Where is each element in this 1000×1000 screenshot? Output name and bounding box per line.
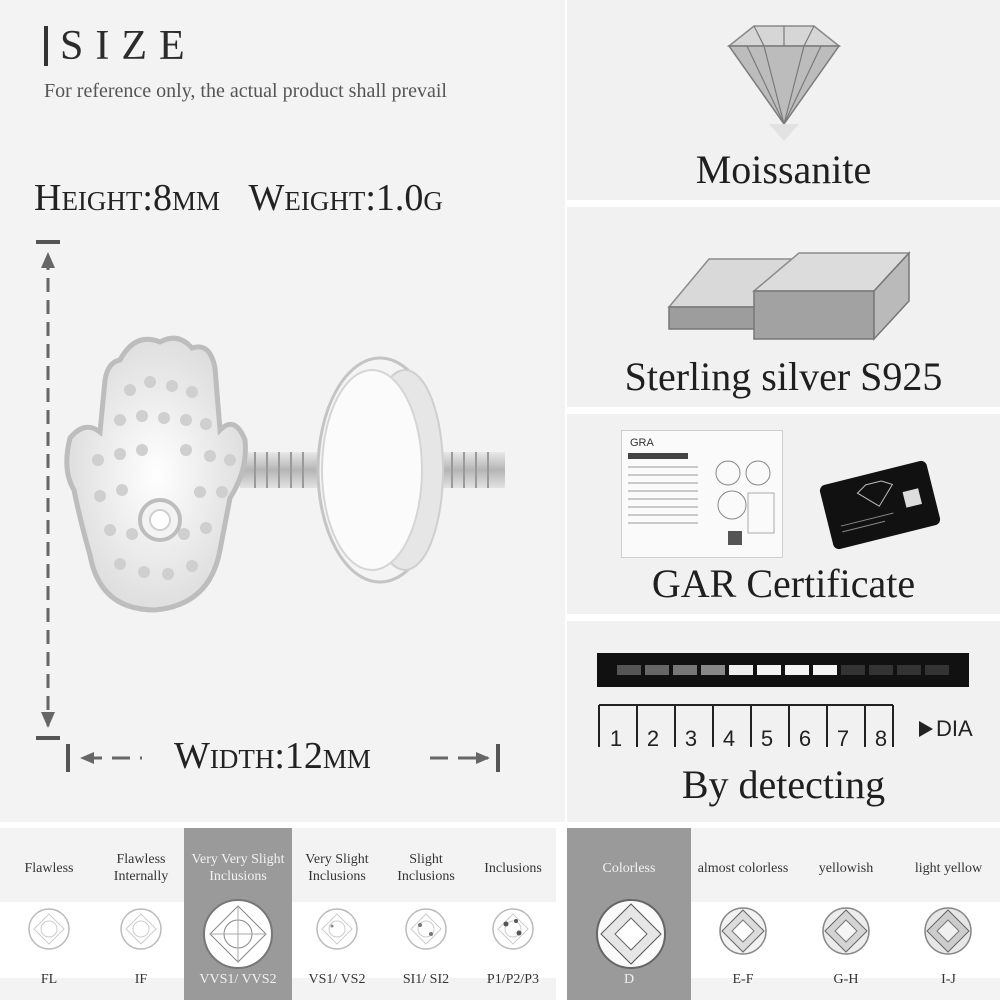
- silver-bars-icon: [659, 229, 919, 349]
- certificate-card: [819, 460, 942, 551]
- color-code: I-J: [941, 972, 956, 987]
- width-readout: [174, 734, 371, 778]
- certificate-panel: [567, 414, 1000, 614]
- color-gem-icon: [718, 906, 768, 956]
- color-cell-d: [567, 828, 691, 1000]
- height-label: Height:: [34, 177, 153, 219]
- clarity-code: SI1/ SI2: [402, 972, 450, 987]
- scale-number: 4: [722, 726, 736, 751]
- weight-value: 1.0g: [375, 177, 443, 219]
- certificate-document: [621, 430, 783, 558]
- detecting-label: By detecting: [681, 762, 886, 807]
- clarity-gem-icon: [202, 898, 274, 970]
- width-value: 12mm: [284, 735, 371, 777]
- certificate-table-icon: [628, 453, 778, 553]
- diamond-icon: [709, 16, 859, 146]
- clarity-name: Inclusions: [484, 860, 542, 876]
- color-code: E-F: [732, 972, 754, 987]
- color-code: D: [623, 972, 635, 987]
- color-grade-strip: [567, 828, 1000, 1000]
- size-disclaimer: For reference only, the actual product shall prevail: [44, 80, 447, 102]
- color-gem-icon: [923, 906, 973, 956]
- certificate-label: GAR Certificate: [651, 561, 916, 606]
- clarity-gem-icon: [314, 906, 360, 952]
- color-gem-icon: [595, 898, 667, 970]
- clarity-code: VS1/ VS2: [308, 972, 366, 987]
- clarity-name: Slight Inclusions: [397, 852, 455, 884]
- color-cell-ef: [691, 828, 795, 1000]
- clarity-gem-icon: [118, 906, 164, 952]
- clarity-gem-icon: [26, 906, 72, 952]
- clarity-code: IF: [134, 972, 148, 987]
- clarity-cell-vs: [292, 828, 382, 1000]
- card-diamond-icon: [826, 467, 934, 543]
- width-label: Width:: [174, 735, 285, 777]
- title-accent-bar: [44, 26, 48, 66]
- tester-display: [597, 653, 969, 687]
- color-cell-gh: [795, 828, 897, 1000]
- clarity-name: Flawless: [24, 860, 74, 876]
- clarity-cell-if: [98, 828, 184, 1000]
- moissanite-panel: [567, 0, 1000, 200]
- color-code: G-H: [833, 972, 859, 987]
- clarity-code: VVS1/ VVS2: [199, 972, 277, 987]
- earring-image: [60, 320, 540, 620]
- dimension-readout: [34, 176, 443, 220]
- clarity-cell-si: [382, 828, 470, 1000]
- silver-panel: [567, 207, 1000, 407]
- scale-number: 7: [836, 726, 850, 751]
- dia-label: DIA: [936, 716, 973, 741]
- scale-number: 1: [609, 726, 623, 751]
- height-value: 8mm: [152, 177, 220, 219]
- color-name: yellowish: [818, 860, 874, 876]
- silver-label: Sterling silver S925: [624, 354, 943, 399]
- clarity-gem-icon: [403, 906, 449, 952]
- clarity-cell-fl: [0, 828, 98, 1000]
- scale-number: 3: [684, 726, 698, 751]
- clarity-code: P1/P2/P3: [486, 972, 540, 987]
- clarity-grade-strip: [0, 828, 556, 1000]
- clarity-code: FL: [40, 972, 58, 987]
- clarity-cell-vvs: [184, 828, 292, 1000]
- weight-label: Weight:: [248, 177, 376, 219]
- scale-number: 8: [874, 726, 888, 751]
- color-name: light yellow: [914, 860, 983, 876]
- scale-number: 6: [798, 726, 812, 751]
- moissanite-label: Moissanite: [695, 147, 872, 192]
- color-cell-ij: [897, 828, 1000, 1000]
- gra-logo: GRA: [630, 437, 654, 449]
- size-title: SIZE: [60, 23, 197, 69]
- clarity-name: Flawless Internally: [113, 852, 169, 884]
- clarity-cell-inclusions: [470, 828, 556, 1000]
- clarity-gem-icon: [490, 906, 536, 952]
- color-name: almost colorless: [697, 860, 789, 876]
- scale-number: 5: [760, 726, 774, 751]
- color-gem-icon: [821, 906, 871, 956]
- clarity-name: Very Slight Inclusions: [305, 852, 369, 884]
- play-arrow-icon: [919, 721, 933, 737]
- clarity-name: Very Very Slight Inclusions: [191, 852, 285, 884]
- scale-number: 2: [646, 726, 660, 751]
- color-name: Colorless: [602, 860, 656, 876]
